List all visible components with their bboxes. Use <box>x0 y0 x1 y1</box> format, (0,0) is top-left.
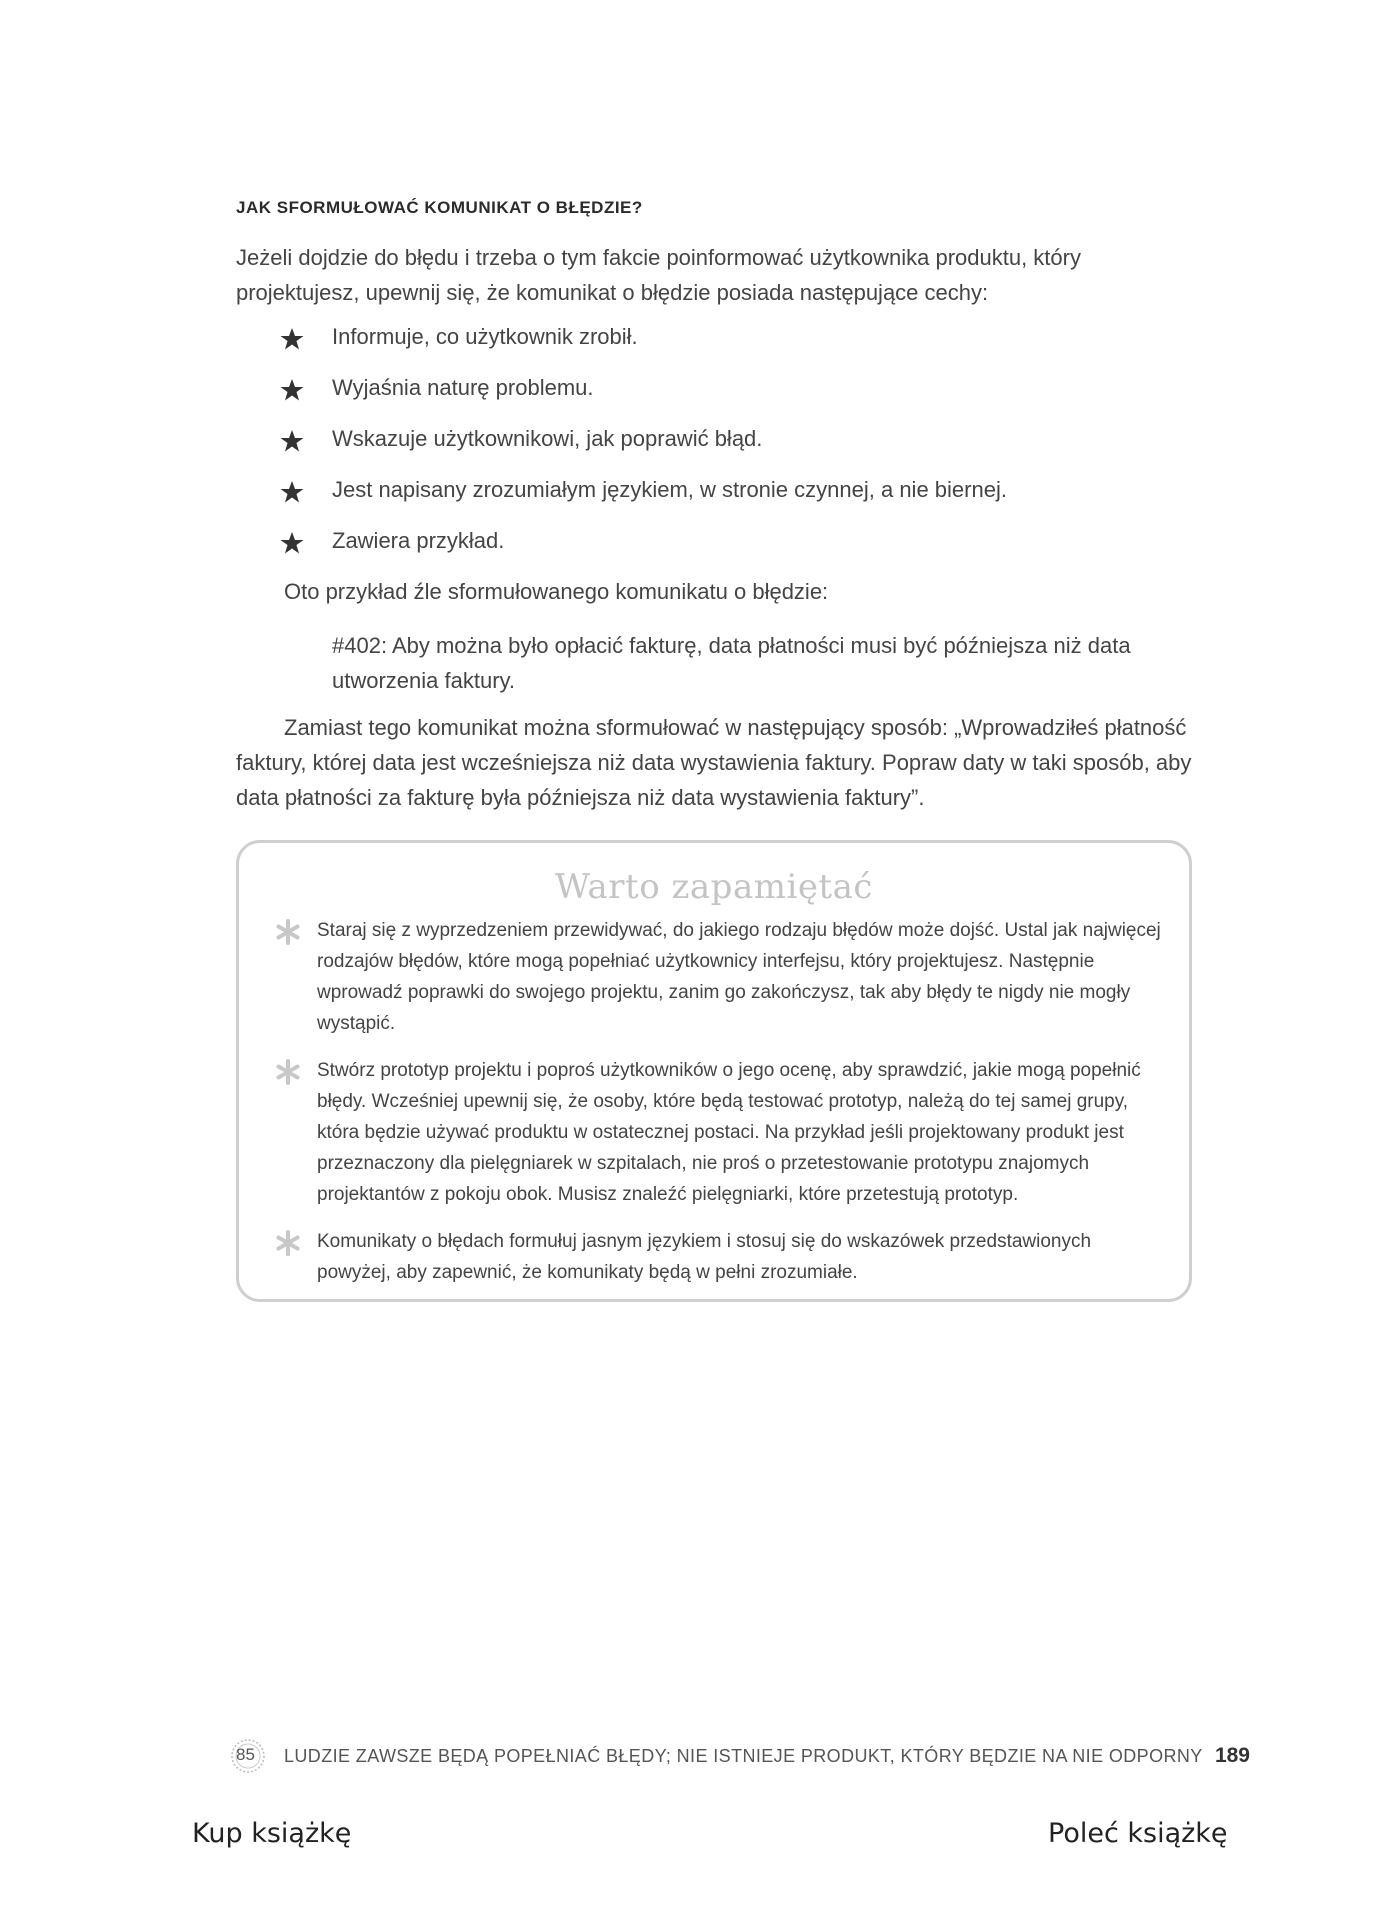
running-title: LUDZIE ZAWSZE BĘDĄ POPEŁNIAĆ BŁĘDY; NIE ISTNIEJE PRODUKT, KTÓRY BĘDZIE NA NIE ODPORNY <box>284 1746 1203 1766</box>
star-icon <box>280 429 304 453</box>
section-heading: JAK SFORMUŁOWAĆ KOMUNIKAT O BŁĘDZIE? <box>236 198 643 217</box>
tip-item <box>275 915 1165 1039</box>
tip-item <box>275 1226 1165 1288</box>
example-intro: Oto przykład źle sformułowanego komunikatu o błędzie: <box>284 579 829 604</box>
remember-box-title: Warto zapamiętać <box>555 867 873 907</box>
star-icon <box>280 480 304 504</box>
list-item-text: Informuje, co użytkownik zrobił. <box>332 324 638 349</box>
star-icon <box>280 327 304 351</box>
tip-text: Stwórz prototyp projektu i poproś użytkowników o jego ocenę, aby sprawdzić, jakie mogą popełnić błędy. Wcześniej upewnij się, że osoby, które będą testować prototyp, należą do tej samej grupy, która będzie używać produktu w ostatecznej postaci. Na przykład jeśli projektowany produkt jest przeznaczony dla pielęgniarek w szpitalach, nie proś o przetestowanie prototypu znajomych projektantów z pokoju obok. Musisz znaleźć pielęgniarki, które przetestują prototyp. <box>317 1060 1141 1205</box>
tip-text: Staraj się z wyprzedzeniem przewidywać, do jakiego rodzaju błędów może dojść. Ustal jak najwięcej rodzajów błędów, które mogą popełniać użytkownicy interfejsu, który projektujesz. Następnie wprowadź poprawki do swojego projektu, zanim go zakończysz, tak aby błędy te nigdy nie mogły wystąpić. <box>317 920 1161 1034</box>
buy-book-link[interactable]: Kup książkę <box>192 1818 352 1849</box>
asterisk-icon <box>275 919 301 945</box>
example-quote: #402: Aby można było opłacić fakturę, data płatności musi być późniejsza niż data utworzenia faktury. <box>332 633 1131 693</box>
recommend-book-link[interactable]: Poleć książkę <box>1048 1818 1228 1849</box>
list-item <box>280 370 1007 421</box>
remember-box <box>236 840 1192 1302</box>
tips-list <box>275 915 1165 1304</box>
page-number: 189 <box>1214 1744 1250 1767</box>
chapter-number: 85 <box>236 1745 255 1764</box>
list-item <box>280 472 1007 523</box>
asterisk-icon <box>275 1059 301 1085</box>
star-icon <box>280 531 304 555</box>
asterisk-icon <box>275 1230 301 1256</box>
list-item-text: Zawiera przykład. <box>332 528 505 553</box>
feature-list <box>280 319 1007 574</box>
list-item <box>280 421 1007 472</box>
list-item-text: Wskazuje użytkownikowi, jak poprawić błąd. <box>332 426 763 451</box>
tip-text: Komunikaty o błędach formułuj jasnym językiem i stosuj się do wskazówek przedstawionych powyżej, aby zapewnić, że komunikaty będą w pełni zrozumiałe. <box>317 1231 1092 1283</box>
star-icon <box>280 378 304 402</box>
intro-paragraph: Jeżeli dojdzie do błędu i trzeba o tym fakcie poinformować użytkownika produktu, który projektujesz, upewnij się, że komunikat o błędzie posiada następujące cechy: <box>236 245 1081 305</box>
tip-item <box>275 1055 1165 1210</box>
page-footer <box>230 1738 1250 1778</box>
alternative-paragraph: Zamiast tego komunikat można sformułować w następujący sposób: „Wprowadziłeś płatność faktury, której data jest wcześniejsza niż data wystawienia faktury. Popraw daty w taki sposób, aby data płatności za fakturę była późniejsza niż data wystawienia faktury”. <box>236 715 1192 810</box>
list-item <box>280 523 1007 574</box>
list-item-text: Jest napisany zrozumiałym językiem, w stronie czynnej, a nie biernej. <box>332 477 1007 502</box>
list-item <box>280 319 1007 370</box>
list-item-text: Wyjaśnia naturę problemu. <box>332 375 594 400</box>
